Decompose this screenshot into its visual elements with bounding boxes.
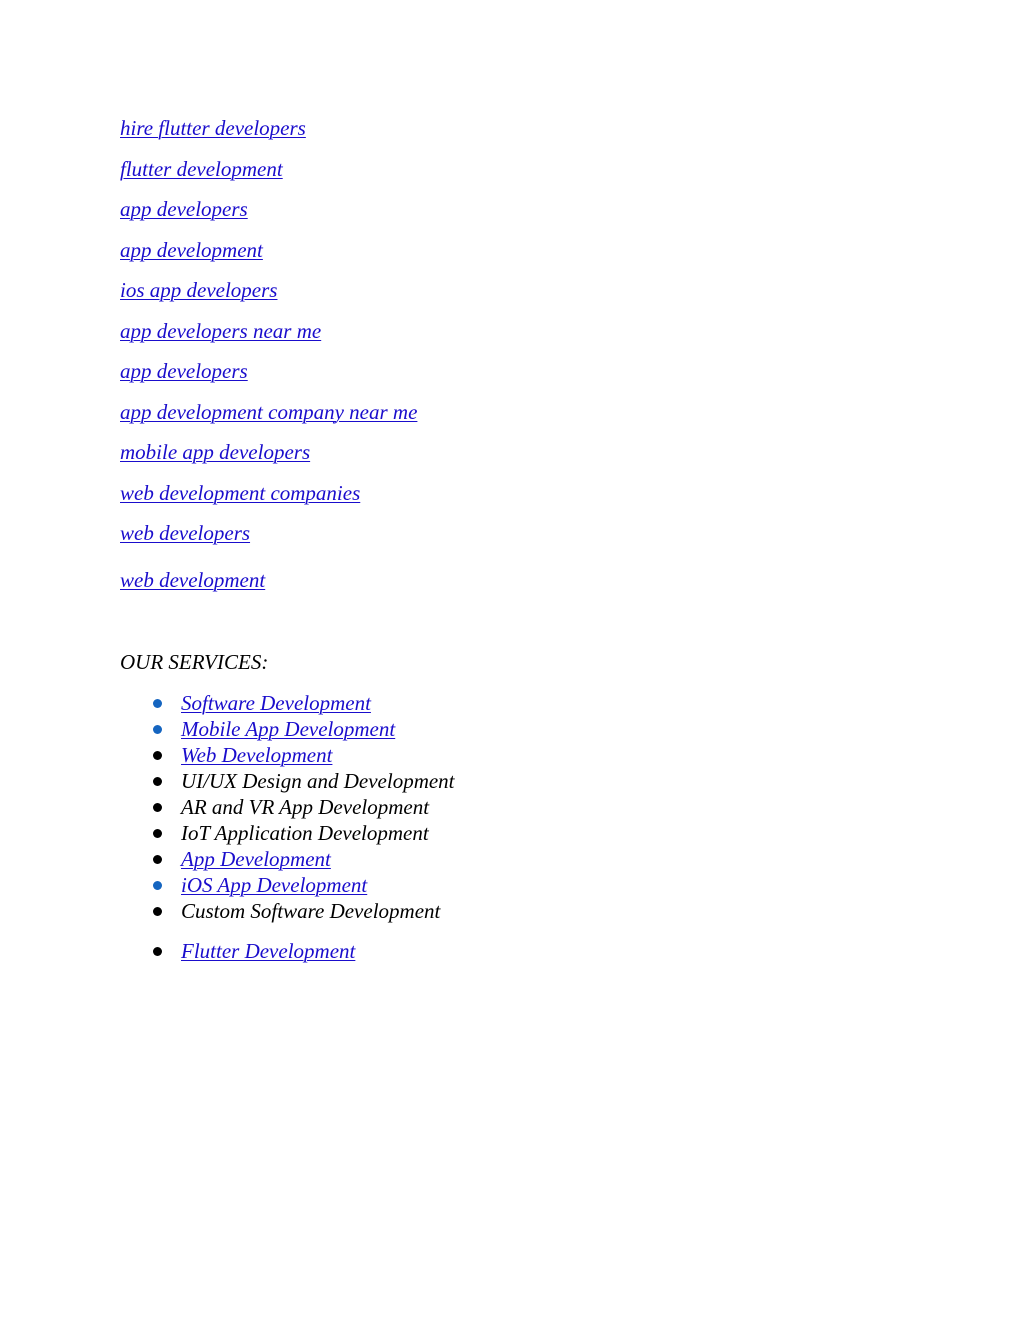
list-item [120, 519, 417, 560]
link-web-development-companies[interactable]: web development companies [120, 480, 361, 505]
service-item-custom-software-development [120, 898, 455, 924]
bullet-icon [153, 907, 162, 916]
list-item [120, 114, 417, 155]
service-item-ios-app-development [120, 872, 455, 898]
link-hire-flutter-developers[interactable]: hire flutter developers [120, 116, 306, 140]
list-item [120, 317, 417, 358]
bullet-icon [153, 803, 162, 812]
bullet-icon [153, 751, 162, 760]
service-text-ar-vr-development: AR and VR App Development [181, 795, 430, 819]
link-web-developers[interactable]: web developers [120, 521, 251, 545]
list-item [120, 276, 417, 317]
link-app-development-company-near-me[interactable]: app development company near me [120, 399, 418, 424]
bullet-icon [153, 829, 162, 838]
list-item [120, 195, 417, 236]
service-link-web-development[interactable]: Web Development [181, 743, 333, 767]
service-link-flutter-development[interactable]: Flutter Development [181, 939, 356, 963]
service-text-custom-software-development: Custom Software Development [181, 899, 441, 923]
service-item-mobile-app-development [120, 716, 455, 742]
service-item-app-development [120, 846, 455, 872]
list-item [120, 479, 417, 520]
bullet-icon [153, 777, 162, 786]
services-heading: OUR SERVICES: [120, 650, 269, 674]
link-flutter-development[interactable]: flutter development [120, 156, 283, 181]
link-web-development[interactable]: web development [120, 567, 266, 592]
list-item [120, 155, 417, 196]
service-item-software-development [120, 690, 455, 716]
services-list [120, 690, 455, 964]
link-app-developers-near-me[interactable]: app developers near me [120, 318, 322, 343]
list-item [120, 438, 417, 479]
link-app-developers-2[interactable]: app developers [120, 359, 248, 383]
service-item-web-development [120, 742, 455, 768]
bullet-icon [153, 855, 162, 864]
keyword-link-list [120, 114, 417, 606]
service-link-mobile-app-development[interactable]: Mobile App Development [181, 717, 396, 741]
link-mobile-app-developers[interactable]: mobile app developers [120, 440, 311, 464]
service-item-iot-development [120, 820, 455, 846]
service-link-app-development[interactable]: App Development [181, 847, 331, 871]
service-text-iot-development: IoT Application Development [181, 821, 429, 845]
service-item-flutter-development [120, 938, 455, 964]
bullet-icon [153, 699, 162, 708]
service-item-ar-vr-development [120, 794, 455, 820]
service-item-ui-ux-design [120, 768, 455, 794]
bullet-icon [153, 725, 162, 734]
link-app-developers[interactable]: app developers [120, 197, 248, 221]
service-link-ios-app-development[interactable]: iOS App Development [181, 873, 368, 897]
service-text-ui-ux-design: UI/UX Design and Development [181, 769, 455, 793]
link-ios-app-developers[interactable]: ios app developers [120, 278, 278, 302]
list-item [120, 357, 417, 398]
list-item [120, 236, 417, 277]
list-item [120, 398, 417, 439]
list-item [120, 566, 417, 607]
service-link-software-development[interactable]: Software Development [181, 691, 371, 715]
bullet-icon [153, 947, 162, 956]
link-app-development[interactable]: app development [120, 237, 263, 262]
bullet-icon [153, 881, 162, 890]
